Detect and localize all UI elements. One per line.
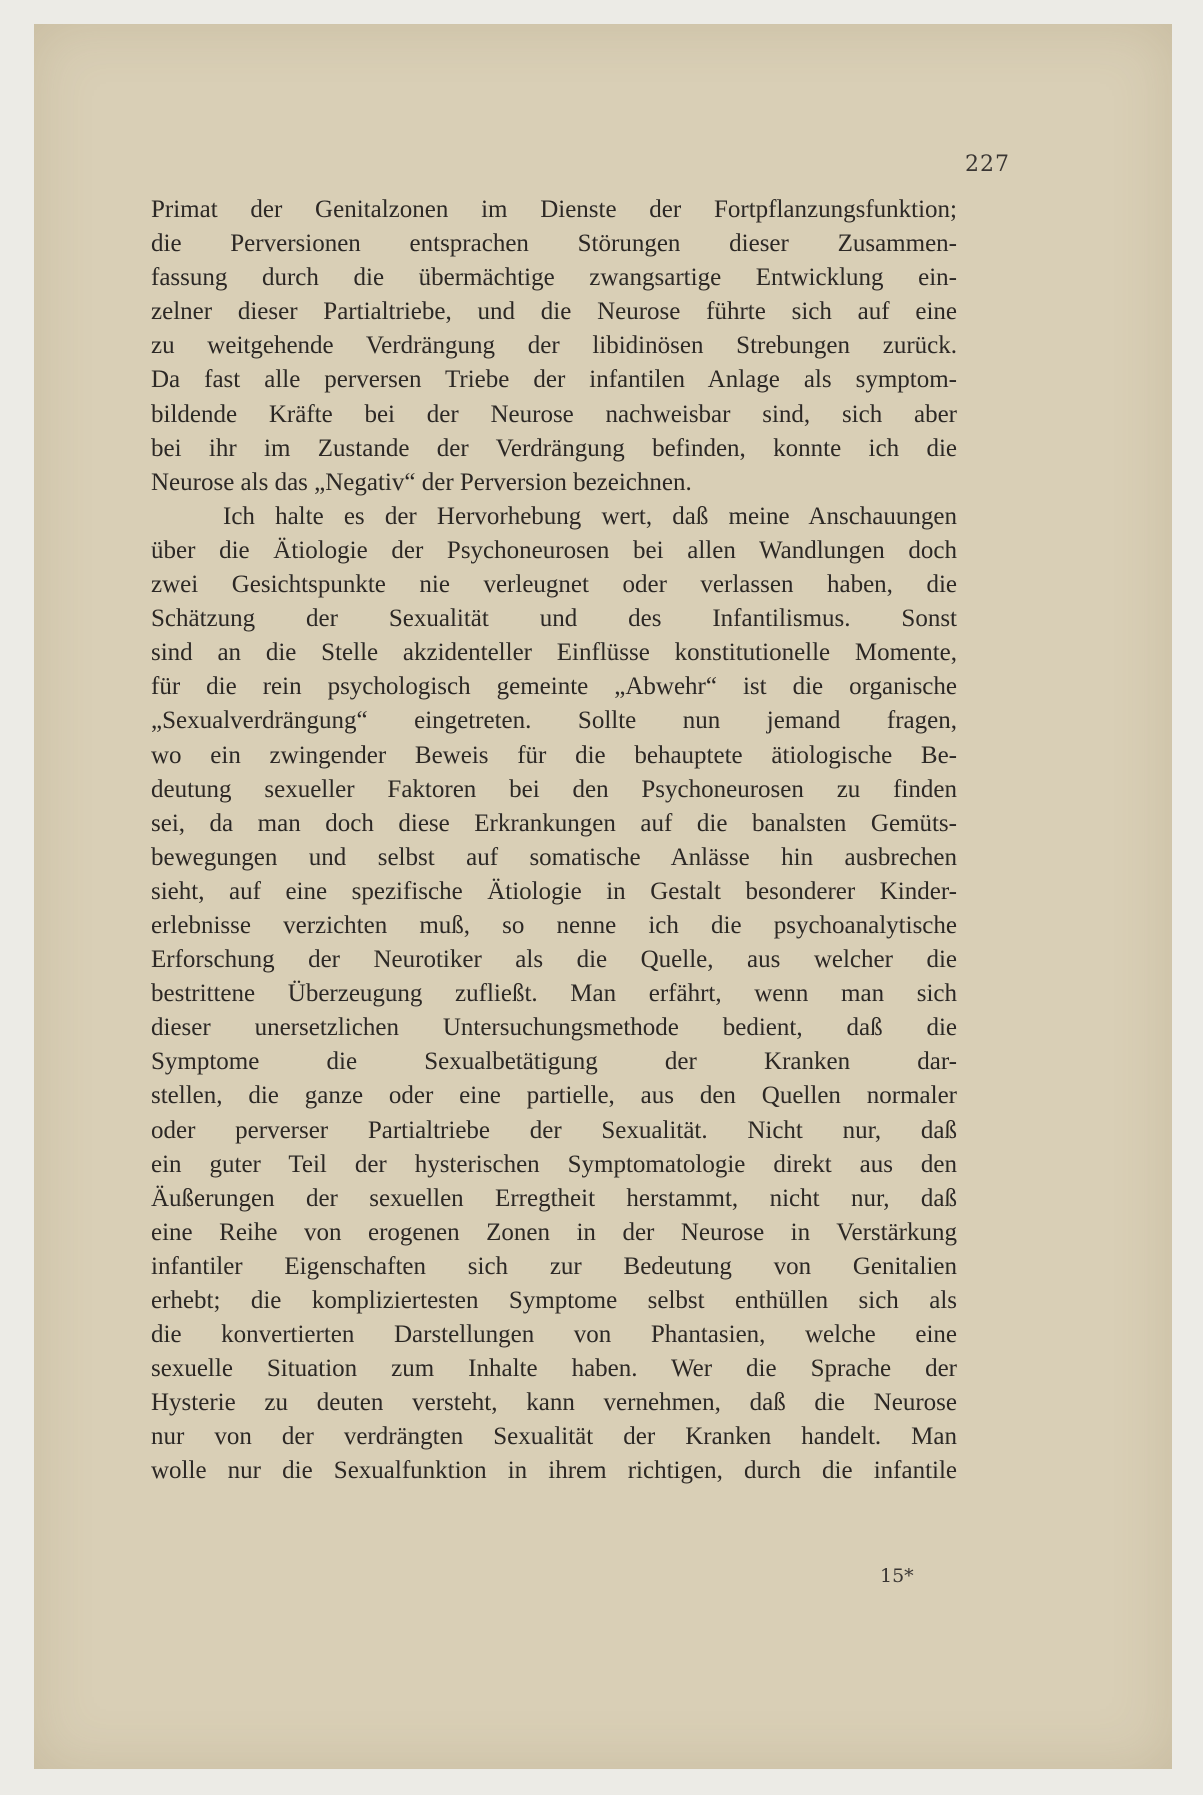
text-line: ein guter Teil der hysterischen Symptomatologie direkt aus den bbox=[151, 1150, 957, 1178]
text-line: bei ihr im Zustande der Verdrängung befinden, konnte ich die bbox=[151, 434, 957, 462]
text-line: eine Reihe von erogenen Zonen in der Neurose in Verstärkung bbox=[151, 1218, 957, 1246]
text-line: bestrittene Überzeugung zufließt. Man erfährt, wenn man sich bbox=[151, 980, 957, 1008]
text-line: für die rein psychologisch gemeinte „Abwehr“ ist die organische bbox=[151, 673, 957, 701]
text-line: oder perverser Partialtriebe der Sexualität. Nicht nur, daß bbox=[151, 1116, 957, 1144]
text-line: Ich halte es der Hervorhebung wert, daß meine Anschauungen bbox=[223, 502, 957, 530]
text-line: sind an die Stelle akzidenteller Einflüsse konstitutionelle Momente, bbox=[151, 639, 957, 667]
text-line: bewegungen und selbst auf somatische Anlässe hin ausbrechen bbox=[151, 843, 957, 871]
page-number: 227 bbox=[965, 152, 1010, 177]
text-line: wo ein zwingender Beweis für die behauptete ätiologische Be- bbox=[151, 741, 957, 769]
text-line: wolle nur die Sexualfunktion in ihrem richtigen, durch die infantile bbox=[151, 1457, 957, 1485]
text-line: sei, da man doch diese Erkrankungen auf die banalsten Gemüts- bbox=[151, 809, 957, 837]
text-line: Da fast alle perversen Triebe der infantilen Anlage als symptom- bbox=[151, 366, 957, 394]
text-line: zu weitgehende Verdrängung der libidinösen Strebungen zurück. bbox=[151, 332, 957, 360]
text-line: erlebnisse verzichten muß, so nenne ich die psychoanalytische bbox=[151, 911, 957, 939]
text-line: über die Ätiologie der Psychoneurosen bei allen Wandlungen doch bbox=[151, 536, 957, 564]
text-line: Neurose als das „Negativ“ der Perversion bezeichnen. bbox=[151, 468, 692, 496]
text-line: Erforschung der Neurotiker als die Quelle, aus welcher die bbox=[151, 946, 957, 974]
text-line: Symptome die Sexualbetätigung der Kranken dar- bbox=[151, 1048, 957, 1076]
text-line: Hysterie zu deuten versteht, kann vernehmen, daß die Neurose bbox=[151, 1389, 957, 1417]
text-line: dieser unersetzlichen Untersuchungsmethode bedient, daß die bbox=[151, 1014, 957, 1042]
signature-mark: 15* bbox=[880, 1565, 914, 1587]
text-line: die konvertierten Darstellungen von Phantasien, welche eine bbox=[151, 1321, 957, 1349]
text-line: die Perversionen entsprachen Störungen dieser Zusammen- bbox=[151, 230, 957, 258]
text-line: nur von der verdrängten Sexualität der Kranken handelt. Man bbox=[151, 1423, 957, 1451]
text-line: „Sexualverdrängung“ eingetreten. Sollte nun jemand fragen, bbox=[151, 707, 957, 735]
text-line: sexuelle Situation zum Inhalte haben. Wer die Sprache der bbox=[151, 1355, 957, 1383]
text-line: Primat der Genitalzonen im Dienste der Fortpflanzungsfunktion; bbox=[151, 196, 957, 223]
text-line: zwei Gesichtspunkte nie verleugnet oder verlassen haben, die bbox=[151, 571, 957, 599]
text-line: erhebt; die kompliziertesten Symptome selbst enthüllen sich als bbox=[151, 1287, 957, 1314]
body-text bbox=[151, 193, 957, 1489]
text-line: deutung sexueller Faktoren bei den Psychoneurosen zu finden bbox=[151, 775, 957, 803]
text-line: stellen, die ganze oder eine partielle, aus den Quellen normaler bbox=[151, 1082, 957, 1110]
text-line: Äußerungen der sexuellen Erregtheit herstammt, nicht nur, daß bbox=[151, 1184, 957, 1212]
text-line: sieht, auf eine spezifische Ätiologie in Gestalt besonderer Kinder- bbox=[151, 877, 957, 905]
text-line: Schätzung der Sexualität und des Infantilismus. Sonst bbox=[151, 605, 957, 633]
text-line: zelner dieser Partialtriebe, und die Neurose führte sich auf eine bbox=[151, 298, 957, 326]
text-line: fassung durch die übermächtige zwangsartige Entwicklung ein- bbox=[151, 264, 957, 292]
text-line: bildende Kräfte bei der Neurose nachweisbar sind, sich aber bbox=[151, 400, 957, 428]
text-line: infantiler Eigenschaften sich zur Bedeutung von Genitalien bbox=[151, 1252, 957, 1280]
